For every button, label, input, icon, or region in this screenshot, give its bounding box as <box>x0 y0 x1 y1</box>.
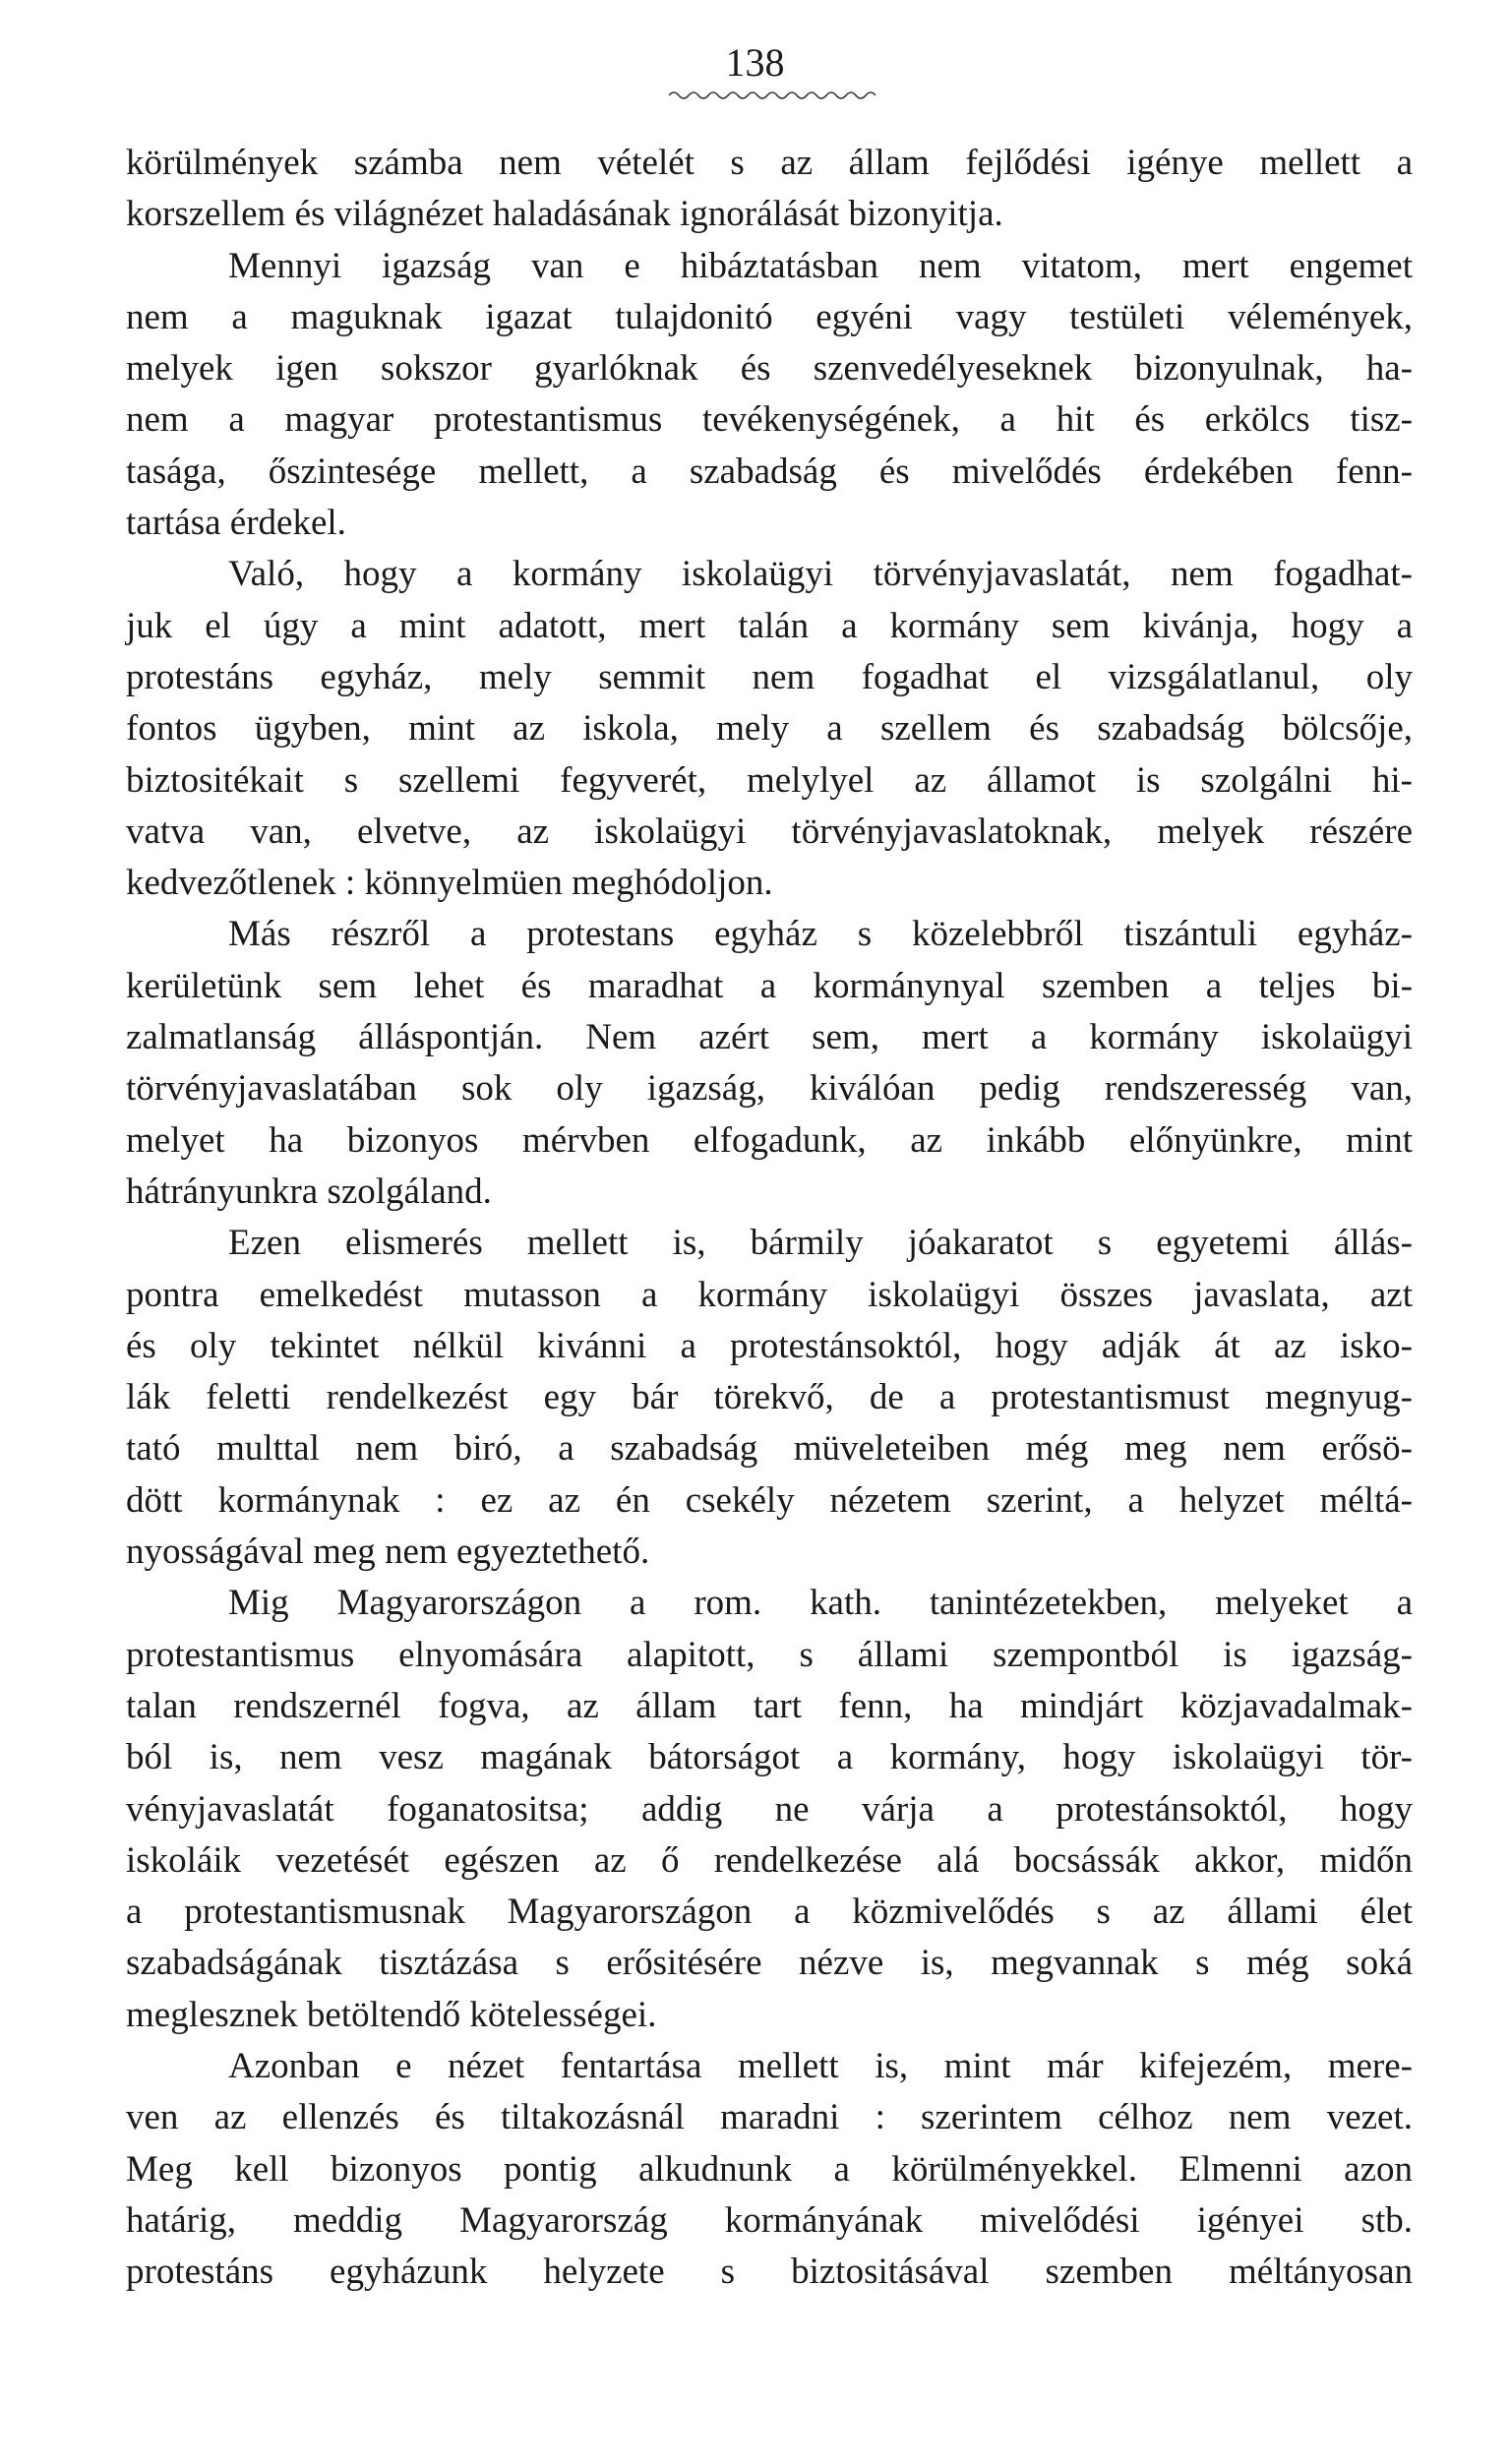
text-line: vatva van, elvetve, az iskolaügyi törvényjavaslatoknak, melyek részére <box>126 811 1413 852</box>
text-line: juk el úgy a mint adatott, mert talán a kormány sem kivánja, hogy a <box>126 605 1413 646</box>
text-line: tató multtal nem biró, a szabadság müveleteiben még meg nem erősö- <box>126 1428 1413 1470</box>
text-line: kerületünk sem lehet és maradhat a kormánynyal szemben a teljes bi- <box>126 965 1413 1006</box>
text-line: talan rendszernél fogva, az állam tart fenn, ha mindjárt közjavadalmak- <box>126 1685 1413 1726</box>
text-line: nyosságával meg nem egyeztethető. <box>126 1532 650 1573</box>
paragraph <box>126 241 1413 550</box>
text-line: zalmatlanság álláspontján. Nem azért sem, mert a kormány iskolaügyi <box>126 1017 1413 1058</box>
text-line: protestáns egyházunk helyzete s biztositásával szemben méltányosan <box>126 2252 1413 2293</box>
text-line: szabadságának tisztázása s erősitésére nézve is, megvannak s még soká <box>126 1943 1413 1984</box>
text-line: tasága, őszintesége mellett, a szabadság és mivelődés érdekében fenn- <box>126 451 1413 492</box>
text-line: Azonban e nézet fentartása mellett is, mint már kifejezém, mere- <box>228 2045 1413 2086</box>
text-line: Való, hogy a kormány iskolaügyi törvényjavaslatát, nem fogadhat- <box>228 554 1413 595</box>
text-line: iskoláik vezetését egészen az ő rendelkezése alá bocsássák akkor, midőn <box>126 1839 1413 1881</box>
text-line: protestáns egyház, mely semmit nem fogadhat el vizsgálatlanul, oly <box>126 656 1413 697</box>
text-line: Más részről a protestans egyház s közelebbről tiszántuli egyház- <box>228 914 1413 955</box>
paragraph <box>126 138 1413 241</box>
text-line: ven az ellenzés és tiltakozásnál maradni : szerintem célhoz nem vezet. <box>126 2097 1413 2138</box>
paragraph <box>126 1578 1413 2041</box>
text-line: tartása érdekel. <box>126 503 346 544</box>
text-line: körülmények számba nem vételét s az állam fejlődési igénye mellett a <box>126 143 1413 183</box>
text-line: protestantismus elnyomására alapitott, s állami szempontból is igazság- <box>126 1634 1413 1675</box>
text-line: korszellem és világnézet haladásának ignorálását bizonyitja. <box>126 194 1003 235</box>
paragraph <box>126 909 1413 1218</box>
text-line: meglesznek betöltendő kötelességei. <box>126 1994 657 2035</box>
text-line: melyek igen sokszor gyarlóknak és szenvedélyeseknek bizonyulnak, ha- <box>126 348 1413 390</box>
text-line: fontos ügyben, mint az iskola, mely a szellem és szabadság bölcsője, <box>126 708 1413 750</box>
text-line: kedvezőtlenek : könnyelmüen meghódoljon. <box>126 863 773 904</box>
text-line: hátrányunkra szolgáland. <box>126 1171 492 1212</box>
text-line: Meg kell bizonyos pontig alkudnunk a körülményekkel. Elmenni azon <box>126 2148 1413 2190</box>
text-line: vényjavaslatát foganatositsa; addig ne várja a protestánsoktól, hogy <box>126 1788 1413 1830</box>
text-line: pontra emelkedést mutasson a kormány iskolaügyi összes javaslata, azt <box>126 1274 1413 1315</box>
page-body-text <box>126 138 1413 2298</box>
paragraph <box>126 2041 1413 2298</box>
text-line: dött kormánynak : ez az én csekély nézetem szerint, a helyzet méltá- <box>126 1479 1413 1521</box>
text-line: a protestantismusnak Magyarországon a közmivelődés s az állami élet <box>126 1892 1413 1933</box>
decorative-wavy-rule <box>669 89 876 102</box>
page-number: 138 <box>725 40 785 85</box>
text-line: Mig Magyarországon a rom. kath. tanintézetekben, melyeket a <box>228 1583 1413 1624</box>
text-line: határig, meddig Magyarország kormányának mivelődési igényei stb. <box>126 2199 1413 2241</box>
text-line: és oly tekintet nélkül kivánni a protestánsoktól, hogy adják át az isko- <box>126 1325 1413 1366</box>
text-line: biztositékait s szellemi fegyverét, melylyel az államot is szolgálni hi- <box>126 759 1413 801</box>
text-line: Ezen elismerés mellett is, bármily jóakaratot s egyetemi állás- <box>228 1223 1413 1264</box>
text-line: melyet ha bizonyos mérvben elfogadunk, az inkább előnyünkre, mint <box>126 1119 1413 1161</box>
text-line: ból is, nem vesz magának bátorságot a kormány, hogy iskolaügyi tör- <box>126 1737 1413 1778</box>
text-line: nem a maguknak igazat tulajdonitó egyéni vagy testületi vélemények, <box>126 296 1413 337</box>
paragraph <box>126 1218 1413 1578</box>
text-line: lák feletti rendelkezést egy bár törekvő, de a protestantismust megnyug- <box>126 1377 1413 1418</box>
text-line: törvényjavaslatában sok oly igazság, kiválóan pedig rendszeresség van, <box>126 1068 1413 1110</box>
text-line: nem a magyar protestantismus tevékenységének, a hit és erkölcs tisz- <box>126 399 1413 441</box>
text-line: Mennyi igazság van e hibáztatásban nem vitatom, mert engemet <box>228 245 1413 286</box>
paragraph <box>126 549 1413 909</box>
